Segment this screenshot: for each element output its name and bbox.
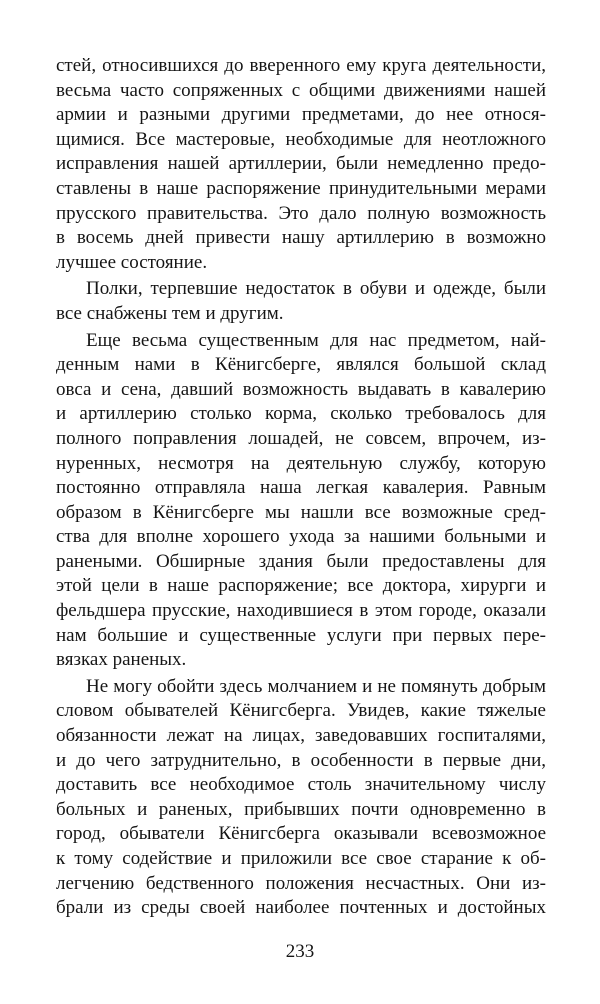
text-line: овса и сена, давший возможность выдавать в кавалерию [56,378,546,400]
text-line: весьма часто сопряженных с общими движениями нашей [56,79,546,101]
page-number: 233 [285,941,315,962]
text-line: постоянно отправляла наша легкая кавалерия. Равным [56,477,546,499]
text-line: ранеными. Обширные здания были предоставлены для [56,550,546,572]
text-line: фельдшера прусские, находившиеся в этом городе, оказали [56,600,546,622]
text-line: к тому содействие и приложили все свое старание к об- [56,848,546,869]
page-text [56,54,546,921]
paragraph [56,329,546,673]
text-line: нуренных, несмотря на деятельную службу, которую [56,452,546,474]
text-line: словом обывателей Кёнигсберга. Увидев, какие тяжелые [56,700,546,722]
text-line: стей, относившихся до вверенного ему круга деятельности, [56,55,546,76]
text-line: и артиллерию столько корма, сколько требовалось для [56,403,546,425]
paragraph [56,675,546,921]
text-line: вязках раненых. [56,649,187,671]
text-line: больных и раненых, прибывших почти одновременно в [56,798,546,820]
text-line: этой цели в наше распоряжение; все доктора, хирурги и [56,575,546,597]
text-line: Не могу обойти здесь молчанием и не помянуть добрым [86,675,546,697]
text-line: доставить все необходимое столь значительному числу [56,774,546,796]
text-line: щимися. Все мастеровые, необходимые для неотложного [56,128,546,150]
text-line: армии и разными другими предметами, до нее относя- [56,104,546,126]
text-line: нам большие и существенные услуги при первых пере- [56,624,546,646]
text-line: ставлены в наше распоряжение принудительными мерами [56,177,546,199]
text-line: денным нами в Кёнигсберге, являлся большой склад [56,354,546,376]
text-line: брали из среды своей наиболее почтенных и достойных [56,897,546,919]
text-line: Полки, терпевшие недостаток в обуви и одежде, были [86,278,546,300]
text-line: образом в Кёнигсберге мы нашли все возможные сред- [56,501,546,523]
text-line: полного поправления лошадей, не совсем, впрочем, из- [56,427,546,449]
text-line: город, обыватели Кёнигсберга оказывали всевозможное [56,823,546,845]
text-line: легчению бедственного положения несчастных. Они из- [56,872,546,894]
text-line: Еще весьма существенным для нас предметом, най- [86,329,546,351]
text-line: в восемь дней привести нашу артиллерию в возможно [56,227,546,249]
text-line: лучшее состояние. [56,251,208,273]
paragraph [56,277,546,326]
text-line: и до чего затруднительно, в особенности в первые дни, [56,749,546,771]
text-line: прусского правительства. Это дало полную возможность [56,202,546,224]
paragraph [56,54,546,275]
text-line: исправления нашей артиллерии, были немедленно предо- [56,153,546,175]
text-line: ства для вполне хорошего ухода за нашими больными и [56,526,546,548]
text-line: все снабжены тем и другим. [56,302,284,324]
text-line: обязанности лежат на лицах, заведовавших госпиталями, [56,725,546,747]
